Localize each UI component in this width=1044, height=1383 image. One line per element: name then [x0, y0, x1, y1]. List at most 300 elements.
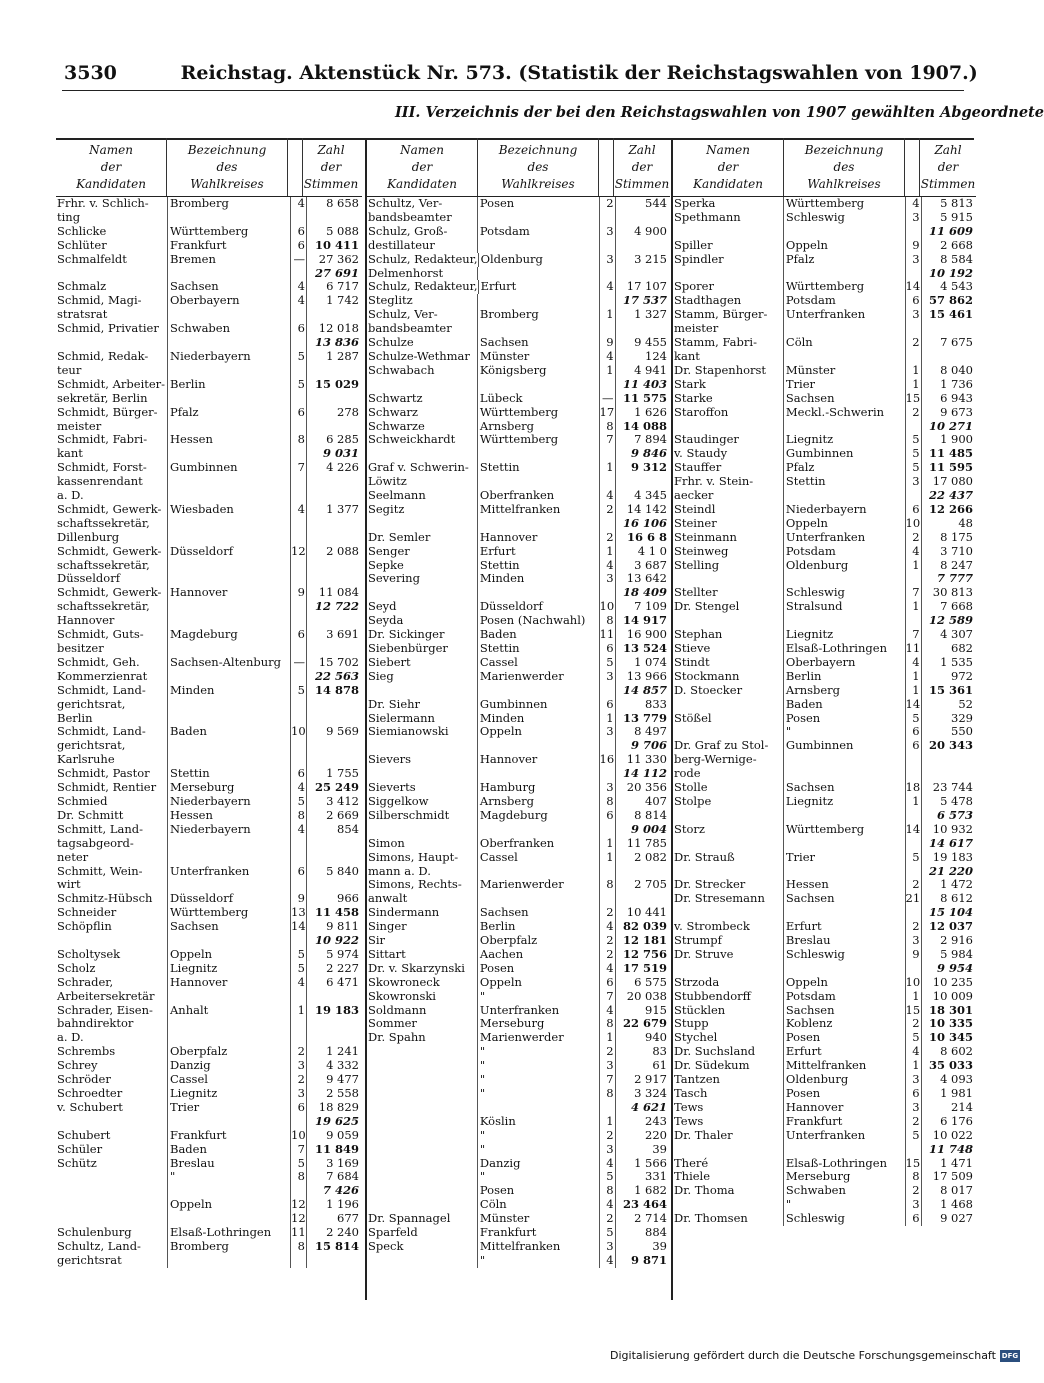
table-row [367, 725, 670, 739]
table-row [367, 1045, 670, 1059]
cell-votes: 23 464 [615, 1198, 670, 1212]
cell-votes: 10 235 [921, 976, 976, 990]
cell-district: Gumbinnen [167, 461, 290, 475]
cell-district: Liegnitz [783, 628, 905, 642]
cell-district: Aachen [477, 948, 599, 962]
cell-votes [306, 1031, 362, 1045]
cell-votes: 220 [615, 1129, 670, 1143]
cell-district [783, 906, 905, 920]
cell-name: Dr. v. Skarzynski [368, 960, 465, 975]
cell-name: Schmidt, Forst- [57, 460, 147, 475]
cell-name: Schöpflin [57, 919, 112, 934]
cell-district: Unterfranken [783, 531, 905, 545]
cell-number [290, 851, 306, 865]
cell-name: Schmalz [57, 279, 107, 294]
table-row [673, 712, 976, 726]
cell-votes [615, 475, 670, 489]
table-row [673, 823, 976, 837]
table-row [367, 1143, 670, 1157]
cell-district: Gumbinnen [783, 447, 905, 461]
cell-district: Potsdam [477, 225, 599, 239]
cell-district: " [783, 725, 905, 739]
cell-name: meister [57, 418, 102, 433]
cell-number: 8 [290, 1170, 306, 1184]
cell-district [167, 267, 290, 281]
cell-name: Dr. Siehr [368, 696, 421, 711]
cell-district: Mittelfranken [477, 503, 599, 517]
cell-number: 2 [905, 1184, 921, 1198]
table-row [56, 892, 362, 906]
table-row [673, 392, 976, 406]
cell-district: Oberfranken [477, 837, 599, 851]
cell-name: Siggelkow [368, 793, 429, 808]
cell-number: 7 [290, 461, 306, 475]
table-row [56, 1115, 362, 1129]
cell-number: 4 [599, 559, 615, 573]
cell-name: Stieve [674, 641, 711, 655]
cell-name [367, 1059, 477, 1073]
cell-district: Cassel [477, 656, 599, 670]
cell-votes: 1 287 [306, 350, 362, 364]
cell-votes: 57 862 [921, 294, 976, 308]
cell-district: Unterfranken [783, 308, 905, 322]
cell-number: 6 [599, 809, 615, 823]
cell-votes: 550 [921, 725, 976, 739]
cell-name: Schrader, Eisen- [57, 1002, 153, 1017]
cell-name: Tews [674, 1099, 704, 1114]
cell-votes: 1 981 [921, 1087, 976, 1101]
cell-name: Schmid, Privatier [57, 321, 159, 336]
cell-district: Cöln [477, 1198, 599, 1212]
cell-number: 6 [290, 865, 306, 879]
cell-name: Schrembs [57, 1044, 116, 1059]
cell-district: Gumbinnen [783, 739, 905, 753]
cell-votes: 1 472 [921, 878, 976, 892]
cell-name [673, 865, 783, 879]
table-row [56, 392, 362, 406]
cell-number [599, 447, 615, 461]
table-row [673, 545, 976, 559]
cell-district [167, 475, 290, 489]
cell-name [673, 725, 783, 739]
table-row [56, 906, 362, 920]
cell-district: Marienwerder [477, 878, 599, 892]
table-row [673, 739, 976, 753]
cell-district: Posen [783, 712, 905, 726]
cell-district: Schleswig [783, 1212, 905, 1226]
table-row [673, 920, 976, 934]
cell-name: Schulze-Wethmar [368, 348, 470, 363]
cell-name: Sporer [674, 279, 714, 294]
cell-district [167, 1254, 290, 1268]
table-row [56, 1031, 362, 1045]
cell-votes: 11 609 [921, 225, 976, 239]
table-row [367, 336, 670, 350]
cell-votes: 39 [615, 1143, 670, 1157]
cell-district [477, 239, 599, 253]
cell-district [477, 322, 599, 336]
cell-name: schaftssekretär, [57, 599, 150, 614]
cell-district: " [477, 1045, 599, 1059]
cell-district: Schwaben [167, 322, 290, 336]
cell-number: 6 [290, 628, 306, 642]
table-row [367, 684, 670, 698]
table-block-2 [365, 138, 670, 1300]
cell-district: Elsaß-Lothringen [783, 642, 905, 656]
cell-name: Stolle [674, 780, 708, 795]
table-row [56, 545, 362, 559]
cell-number [290, 559, 306, 573]
table-row [367, 1073, 670, 1087]
cell-number: 4 [905, 656, 921, 670]
cell-name: Schrey [57, 1058, 98, 1073]
cell-votes: 21 220 [921, 865, 976, 879]
table-row [56, 433, 362, 447]
cell-number [290, 837, 306, 851]
table-row [367, 712, 670, 726]
cell-district: Magdeburg [167, 628, 290, 642]
cell-votes: 9 059 [306, 1129, 362, 1143]
cell-votes: 2 917 [615, 1073, 670, 1087]
cell-votes: 9 027 [921, 1212, 976, 1226]
cell-votes: 16 6 8 [615, 531, 670, 545]
cell-number: 3 [599, 1240, 615, 1254]
cell-district: Baden [783, 698, 905, 712]
cell-votes: 9 871 [615, 1254, 670, 1268]
cell-votes: 10 922 [306, 934, 362, 948]
cell-number: 9 [290, 586, 306, 600]
cell-number: 5 [290, 948, 306, 962]
cell-district: Arnsberg [477, 420, 599, 434]
cell-votes [306, 990, 362, 1004]
cell-number: 4 [599, 1198, 615, 1212]
cell-number: 7 [599, 433, 615, 447]
cell-district [783, 614, 905, 628]
table-row [367, 225, 670, 239]
cell-name: Siebert [368, 654, 411, 669]
cell-district [783, 865, 905, 879]
cell-name: Schmalfeldt [57, 251, 127, 266]
cell-name: Sepke [368, 557, 404, 572]
table-row [367, 586, 670, 600]
cell-votes: 8 175 [921, 531, 976, 545]
cell-name: Dr. Stresemann [674, 891, 765, 906]
table-row [673, 948, 976, 962]
table-row [673, 531, 976, 545]
table-row [673, 670, 976, 684]
cell-name: Sindermann [368, 905, 440, 920]
table-row [56, 934, 362, 948]
cell-district: Baden [477, 628, 599, 642]
cell-name: Schmidt, Gewerk- [57, 585, 162, 600]
cell-number: 3 [599, 572, 615, 586]
table-row [673, 559, 976, 573]
cell-number: — [290, 253, 306, 267]
table-row [56, 920, 362, 934]
cell-district [783, 1143, 905, 1157]
table-row [56, 809, 362, 823]
column-header-district: Bezeichnung des Wahlkreises [167, 138, 288, 196]
cell-number: 2 [905, 920, 921, 934]
cell-votes: 18 301 [921, 1004, 976, 1018]
table-row [367, 962, 670, 976]
cell-number: 5 [905, 433, 921, 447]
cell-district: Köslin [477, 1115, 599, 1129]
cell-name: Storz [674, 821, 705, 836]
cell-name [367, 1157, 477, 1171]
cell-number [290, 1254, 306, 1268]
cell-district: Oberbayern [783, 656, 905, 670]
table-row [367, 197, 670, 211]
table-row [673, 990, 976, 1004]
cell-name: Schmied [57, 793, 108, 808]
cell-votes: 4 345 [615, 489, 670, 503]
table-row [367, 294, 670, 308]
table-row [673, 1129, 976, 1143]
table-row [56, 878, 362, 892]
cell-name: Schmidt, Guts- [57, 627, 144, 642]
cell-votes: 3 169 [306, 1157, 362, 1171]
cell-name: wirt [57, 877, 81, 892]
cell-number: 3 [290, 1059, 306, 1073]
cell-district: Düsseldorf [167, 892, 290, 906]
cell-number: 8 [599, 614, 615, 628]
cell-votes: 1 471 [921, 1157, 976, 1171]
cell-district: Potsdam [783, 294, 905, 308]
cell-votes: 2 082 [615, 851, 670, 865]
cell-number: 2 [599, 934, 615, 948]
cell-votes: 15 029 [306, 378, 362, 392]
table-row [673, 795, 976, 809]
table-row [673, 642, 976, 656]
cell-name: Speck [368, 1238, 404, 1253]
cell-name: Tantzen [674, 1072, 720, 1087]
cell-district: " [477, 1254, 599, 1268]
cell-number: 6 [290, 1101, 306, 1115]
table-row [673, 1143, 976, 1157]
cell-name: Sielermann [368, 710, 435, 725]
cell-number: 4 [290, 976, 306, 990]
cell-district [167, 447, 290, 461]
table-row [56, 586, 362, 600]
cell-name: Seyda [368, 613, 404, 628]
cell-number: 5 [905, 461, 921, 475]
cell-number: 5 [599, 1226, 615, 1240]
table-row [367, 378, 670, 392]
table-row [56, 753, 362, 767]
cell-name [367, 767, 477, 781]
cell-votes [306, 698, 362, 712]
cell-district: Hessen [783, 878, 905, 892]
table-row [367, 1004, 670, 1018]
cell-number [905, 753, 921, 767]
cell-name [56, 1198, 167, 1212]
cell-name: gerichtsrat, [57, 696, 126, 711]
cell-votes: 19 183 [921, 851, 976, 865]
cell-district: Unterfranken [167, 865, 290, 879]
cell-name: Schmidt, Arbeiter- [57, 376, 166, 391]
cell-name: Segitz [368, 501, 405, 516]
table-row [56, 225, 362, 239]
cell-name: Schrader, [57, 974, 114, 989]
cell-district: Hannover [783, 1101, 905, 1115]
cell-votes: 8 040 [921, 364, 976, 378]
cell-number: 3 [905, 211, 921, 225]
cell-votes: 11 595 [921, 461, 976, 475]
cell-district [783, 350, 905, 364]
cell-name: Schultz, Land- [57, 1238, 141, 1253]
cell-votes: 4 307 [921, 628, 976, 642]
cell-name: Dr. Spahn [368, 1030, 426, 1045]
cell-number [599, 892, 615, 906]
cell-votes: 7 894 [615, 433, 670, 447]
cell-votes: 4 226 [306, 461, 362, 475]
cell-number [599, 211, 615, 225]
cell-district: Posen (Nachwahl) [477, 614, 599, 628]
cell-number [599, 865, 615, 879]
cell-number: 16 [599, 752, 615, 767]
cell-name: v. Strombeck [674, 919, 750, 934]
cell-votes: 14 617 [921, 837, 976, 851]
cell-votes: 544 [615, 197, 670, 211]
cell-votes [306, 712, 362, 726]
cell-name: Strumpf [674, 933, 722, 948]
cell-district [167, 642, 290, 656]
table-row [56, 267, 362, 281]
cell-name: meister [674, 321, 719, 336]
cell-district: Sachsen [167, 280, 290, 294]
table-row [673, 614, 976, 628]
table-row [673, 767, 976, 781]
cell-district: " [783, 1198, 905, 1212]
table-row [673, 239, 976, 253]
cell-number: 14 [905, 279, 921, 294]
cell-name: v. Staudy [674, 446, 728, 461]
cell-name: gerichtsrat [57, 1252, 122, 1267]
cell-votes: 8 017 [921, 1184, 976, 1198]
table-row [673, 1115, 976, 1129]
cell-number [290, 934, 306, 948]
cell-district [167, 1212, 290, 1226]
cell-name: Schmidt, Gewerk- [57, 543, 162, 558]
table-row [367, 350, 670, 364]
cell-district: Stettin [477, 642, 599, 656]
table-row [56, 350, 362, 364]
cell-district: Posen [783, 1087, 905, 1101]
table-row [56, 656, 362, 670]
cell-district: Bromberg [167, 197, 290, 211]
cell-number: 5 [290, 350, 306, 364]
table-row [673, 698, 976, 712]
table-row [673, 350, 976, 364]
cell-name: Dr. Thomsen [674, 1211, 748, 1226]
table-row [56, 1073, 362, 1087]
cell-votes: 30 813 [921, 586, 976, 600]
cell-district [477, 517, 599, 531]
table-row [56, 600, 362, 614]
table-rows [367, 197, 670, 1268]
cell-number [905, 837, 921, 851]
cell-number: — [290, 656, 306, 670]
cell-name [673, 420, 783, 434]
cell-votes: 22 437 [921, 489, 976, 503]
cell-votes: 11 849 [306, 1143, 362, 1157]
cell-number: 4 [290, 294, 306, 308]
cell-district: Oberpfalz [477, 934, 599, 948]
cell-name: mann a. D. [368, 863, 431, 878]
cell-number: 3 [599, 253, 615, 267]
cell-name [673, 962, 783, 976]
cell-name: Schulz, Groß- [368, 223, 448, 238]
cell-district: Trier [783, 851, 905, 865]
table-row [56, 239, 362, 253]
cell-name: Dr. Thaler [674, 1127, 733, 1142]
cell-district: Württemberg [167, 906, 290, 920]
cell-district [167, 559, 290, 573]
footer [610, 1349, 1020, 1362]
cell-name [673, 572, 783, 586]
table-row [673, 378, 976, 392]
cell-district [477, 1101, 599, 1115]
cell-votes: 9 004 [615, 823, 670, 837]
cell-number [290, 600, 306, 614]
table-row [673, 489, 976, 503]
cell-name [367, 378, 477, 392]
cell-votes: 17 537 [615, 294, 670, 308]
cell-number [290, 990, 306, 1004]
table-row [367, 572, 670, 586]
cell-name: kassenrendant [57, 474, 143, 489]
cell-number [290, 712, 306, 726]
table-row [367, 628, 670, 642]
cell-number: 6 [290, 406, 306, 420]
cell-number: 6 [905, 294, 921, 308]
cell-votes: 18 829 [306, 1101, 362, 1115]
cell-district: Pfalz [783, 253, 905, 267]
cell-votes: 27 362 [306, 253, 362, 267]
cell-district: Hannover [167, 586, 290, 600]
table-row [367, 656, 670, 670]
cell-number: 7 [905, 628, 921, 642]
cell-votes: 14 878 [306, 684, 362, 698]
table-row [367, 781, 670, 795]
cell-district: Elsaß-Lothringen [783, 1157, 905, 1171]
cell-district: Württemberg [783, 823, 905, 837]
cell-district: Württemberg [477, 433, 599, 447]
cell-votes: 5 478 [921, 795, 976, 809]
cell-votes [921, 350, 976, 364]
table-row [56, 767, 362, 781]
cell-district: " [477, 990, 599, 1004]
cell-number: 1 [599, 1031, 615, 1045]
cell-number: 15 [905, 390, 921, 405]
cell-district [167, 934, 290, 948]
cell-district: Lübeck [477, 392, 599, 406]
table-row [56, 1184, 362, 1198]
cell-number: 2 [905, 1017, 921, 1031]
table-row [56, 865, 362, 879]
cell-number: 4 [905, 545, 921, 559]
table-row [367, 1087, 670, 1101]
cell-district [167, 753, 290, 767]
cell-district: Oldenburg [478, 253, 599, 267]
cell-number: 3 [599, 1059, 615, 1073]
cell-name: Stark [674, 376, 706, 391]
cell-district: Sachsen [783, 392, 905, 406]
cell-votes: 11 748 [921, 1143, 976, 1157]
cell-name: Tasch [674, 1086, 708, 1100]
cell-votes: 13 966 [615, 670, 670, 684]
